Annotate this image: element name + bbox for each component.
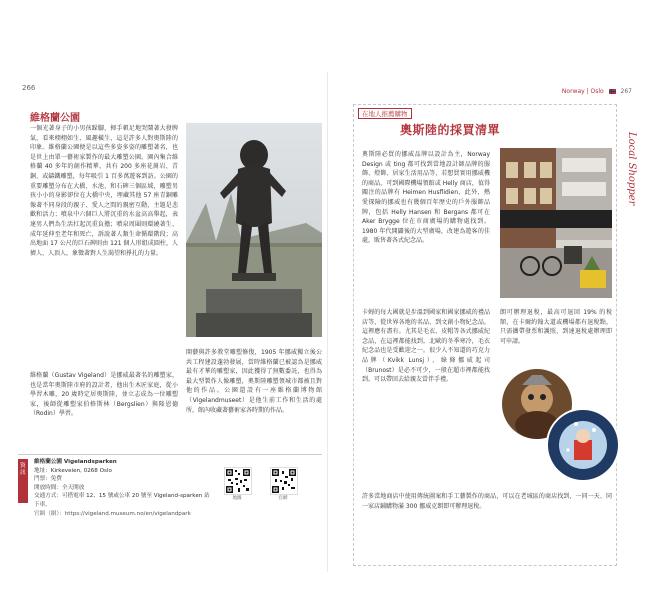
info-tag [18, 459, 28, 503]
feature-paragraph-1: 奧斯陸必買的挪威品牌以設計為主，Norway Design 或 ting 都可找到當地設計師品牌的服飾、燈飾、居家生活用品等，若想買實用挪威機的商品，可到國際機場領館或 Helly 商店，值得關注的品牌有 Heimen Husflidien、此外，熱愛探險的挪威也有幾個百年歷史的戶外服飾品牌，包括 Helly Hansen 和 Bergans 都可在 Aker Brygge 位在市商廣場的購物處找到。1980 年代開闢後的大型廣場，改建為遊客的佳處，販售著各式紀念品。 [362, 151, 490, 245]
body-paragraph-3: 開藝與許多教堂雕塑修復，1905 年挪威獨立後公共工程建設蓬勃發展，當時維格蘭已被認為是挪威最有才華的雕塑家，因此獲得了無數委託，也得為最大型製作人像雕塑，奧斯陸雕塑領城市都被且對他的作品。公園還設有一座維格蘭博物館（Vigelandmuseet）是他生前工作和生活的處所，館內收藏著藝術家各時期的作品。 [186, 349, 322, 414]
feature-paragraph-3: 許多當地商店中使用傳統圖案和手工藝製作的商品，可以在老城區的商店找到，一同一天、同一家店鋪購物滿 300 挪威克朗即可辦理退稅。 [362, 493, 612, 510]
feature-label: 在地人推薦購物 [358, 108, 412, 119]
running-head-text: Norway | Oslo [561, 88, 604, 95]
body-paragraph-2: 維格蘭（Gustav Vigeland）是挪威最著名的雕塑家，也是當年奧斯陸市府的設計者，他出生木匠家庭，從小學習木雕，20 歲時定居奧斯陸，並立志成為一位雕塑家，後師從雕塑家伯格斯林（Bergslien）與隆恩德（Rodin）學習。 [30, 372, 178, 418]
side-paragraph: 朗可辦理退稅，最高可退回 19% 的稅額，在卡爾約翰大道或機場都有退稅點，只需攜帶發票和護照，到達退稅處辦理即可申請。 [500, 309, 612, 345]
info-lines [34, 458, 214, 518]
feature-title: 奧斯陸的採買清單 [400, 123, 501, 137]
info-tag-label: 資訊 [20, 463, 26, 476]
info-name: 維格蘭公園 Vigelandsparken [34, 459, 117, 465]
statue-photo [186, 123, 322, 337]
feature-paragraph-2: 卡姆的每大國就是步溫到國家和國家挪威的禮品店等，從世界各地的名品、到文創小物紀念品，這裡應有盡有。尤其是毛衣、皮帽等各式挪威紀念品，在這裡都能找到。北歐的冬季寒冷，毛衣紀念品也是受歡迎之一。很少人不知道的巧克力品牌（Kvikk Lunsj）、綠條挪威起司（Brunost）是必不可少，一般在超市裡都能找到。可以帶回去給親友當伴手禮。 [362, 309, 490, 384]
section-title: 維格蘭公園 [30, 113, 80, 124]
page-number-left: 266 [22, 84, 36, 92]
vertical-script-title: Local Shopper [626, 132, 637, 206]
norway-flag-icon [609, 89, 616, 94]
map-qr-label: 地圖 [232, 496, 242, 501]
info-website[interactable]: 官網（網）：https://vigeland.museum.no/en/vigelandpark [34, 510, 191, 517]
info-transport: 交通方式：可搭電車 12、15 號或公車 20 號至 Vigeland-sparken 站下車。 [34, 493, 210, 508]
info-address: 地址：Kirkeveien, 0268 Oslo [34, 467, 112, 474]
map-qr-code[interactable] [224, 467, 252, 495]
book-spread [16, 72, 640, 572]
website-qr-label: 官網 [278, 496, 288, 501]
info-box [18, 454, 322, 575]
right-page [328, 72, 640, 572]
info-hours: 開放時間：全天開放 [34, 484, 85, 491]
website-qr-code[interactable] [270, 467, 298, 495]
info-ticket: 門票：免費 [34, 476, 62, 483]
body-paragraph-1: 一個光著身子的小男孩跺腳，揮手頓足地哭鬧著大發脾氣，看來栩栩如生、風趣橫生，這是許多人對奧斯陸的印象。維格蘭公園便是以這些多姿多姿的雕塑著名，也是世上由單一藝術家製作的最大雕塑公園。園內集合維格蘭 40 多年的創作精華，共有 200 多座花崗岩、青銅、或鑄鐵雕塑，每年吸引 1 百多萬遊客到訪。公園的重要雕塑分布在大橋、水池、和石碑三個區域，雕塑男孩小小的身影卻位在大橋中央，埋藏其他 57 座青銅雕像著不同身段的親子、愛人之間的親密互動，主題是悲歡和活力；噴泉中六個巨人將沉重的水盆高高舉起，表達男人們為生活扛起沉重負擔；噴泉周圍則環繞著生、成年延伸至老年和死亡，訴說著人類生命循環階段；高出地面 17 公尺的巨石碑則由 121 個人形組成圓柱，人擠人、人頂人，象徵著對人生渴望和掙扎的力量。 [30, 125, 178, 257]
running-head [562, 88, 632, 95]
street-shop-photo [500, 148, 612, 298]
left-page [16, 72, 328, 572]
page-number-right: 267 [620, 88, 632, 95]
snow-globe-photo [546, 408, 620, 482]
